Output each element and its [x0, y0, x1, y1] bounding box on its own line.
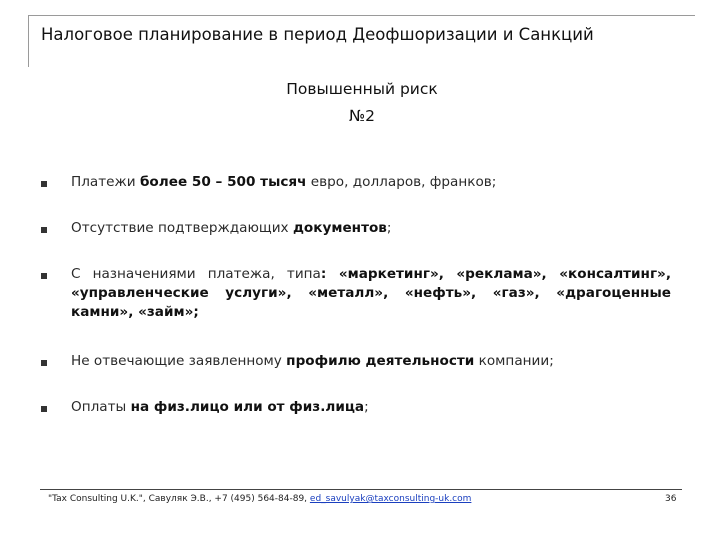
item-emphasis: на физ.лицо или от физ.лица — [130, 399, 365, 415]
item-emphasis: документов — [292, 220, 387, 236]
item-text: евро, долларов, франков; — [306, 174, 497, 190]
footer-divider — [40, 489, 682, 490]
item-text: С назначениями платежа, типа — [71, 266, 321, 282]
bullet-marker — [41, 227, 47, 233]
item-text: Отсутствие подтверждающих — [71, 220, 293, 236]
item-text: Платежи — [71, 174, 140, 190]
slide-title: Налоговое планирование в период Деофшоризации и Санкций — [41, 25, 594, 44]
footer-email-link[interactable]: ed_savulyak@taxconsulting-uk.com — [309, 494, 472, 504]
list-item — [71, 352, 671, 371]
list-item — [71, 398, 671, 417]
list-item — [71, 173, 671, 192]
subtitle-number: №2 — [349, 107, 375, 125]
list-item — [71, 219, 671, 238]
item-text: компании; — [474, 353, 554, 369]
bullet-marker — [41, 406, 47, 412]
footer-text: "Tax Consulting U.K.", Савуляк Э.В., +7 (495) 564-84-89, — [48, 494, 310, 504]
item-emphasis: профилю деятельности — [286, 353, 475, 369]
subtitle-risk: Повышенный риск — [286, 80, 438, 98]
bullet-marker — [41, 273, 47, 279]
footer-contact — [48, 494, 471, 504]
bullet-marker — [41, 360, 47, 366]
item-emphasis: : «маркетинг», «реклама», «консалтинг», «управленческие услуги», «металл», «нефть», «газ», «драгоценные камни», «займ»; — [71, 266, 671, 320]
list-item — [71, 265, 671, 322]
item-text: ; — [364, 399, 369, 415]
bullet-marker — [41, 181, 47, 187]
item-emphasis: более 50 – 500 тысяч — [139, 174, 307, 190]
item-text: Оплаты — [71, 399, 131, 415]
item-text: ; — [386, 220, 392, 236]
item-text: Не отвечающие заявленному — [71, 353, 287, 369]
page-number: 36 — [665, 494, 677, 504]
